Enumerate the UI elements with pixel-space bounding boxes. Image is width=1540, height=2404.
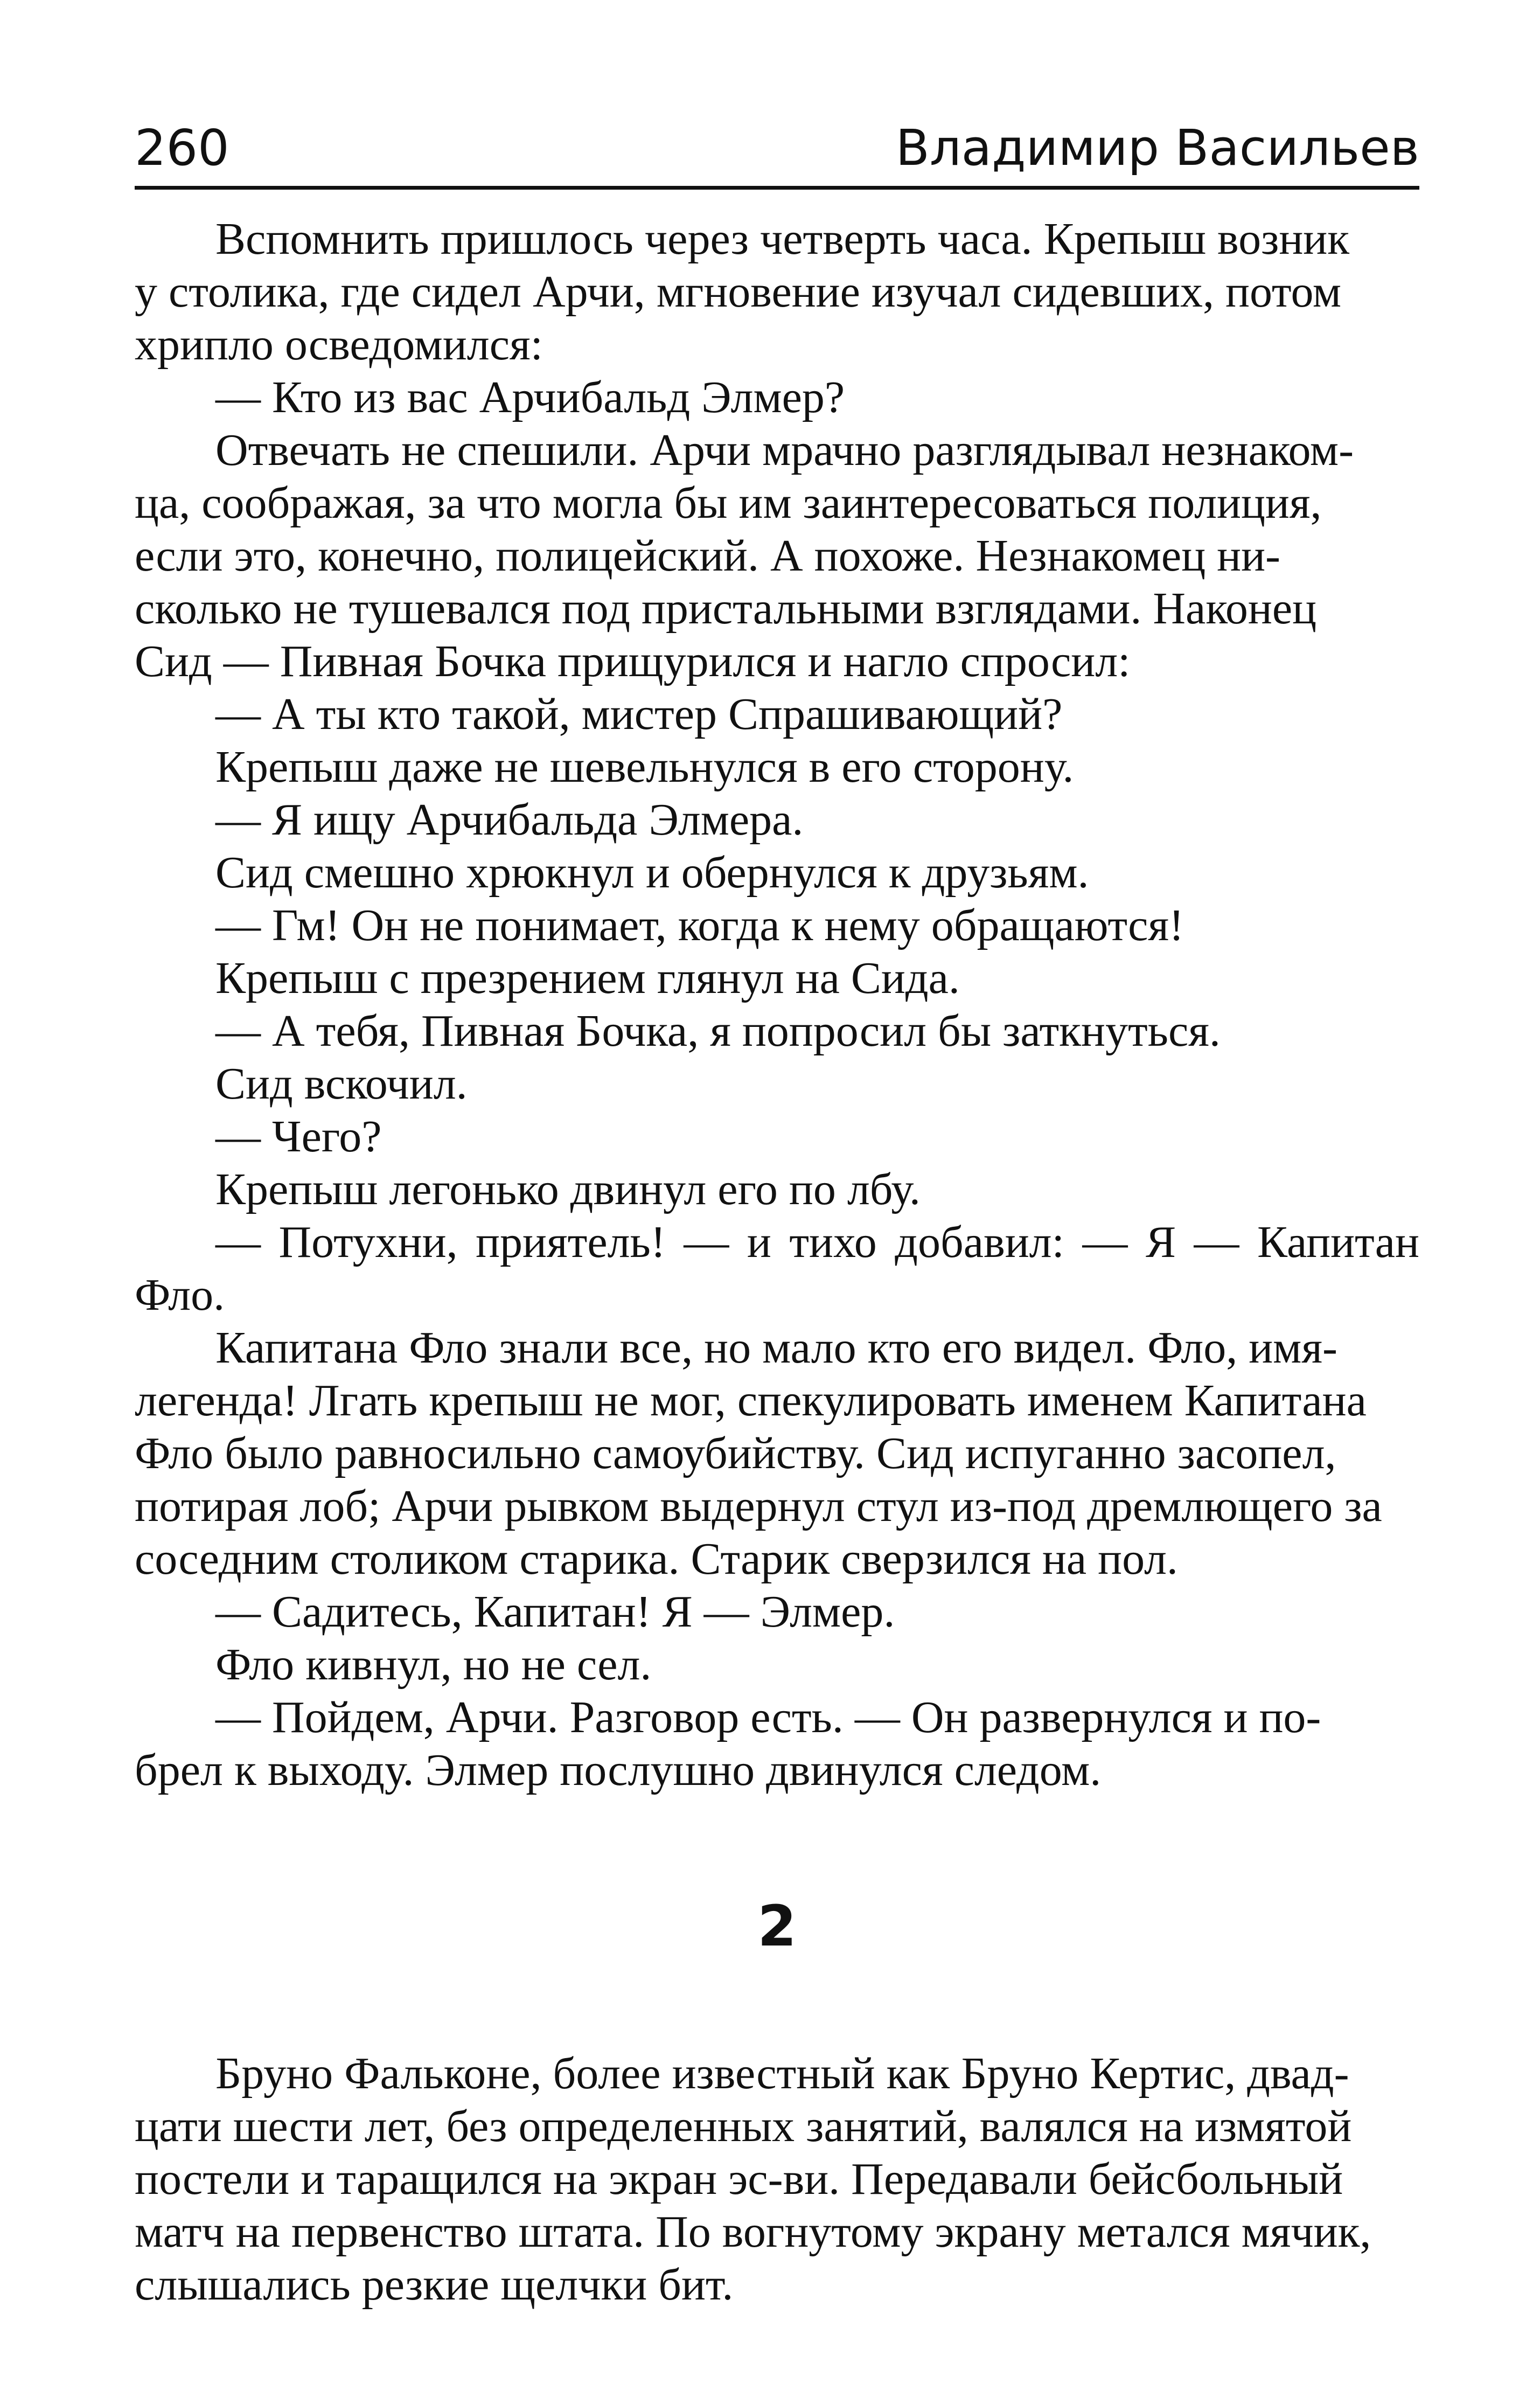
paragraph: Сид вскочил. <box>215 1059 468 1109</box>
paragraph: Крепыш легонько двинул его по лбу. <box>215 1164 921 1214</box>
paragraph: Фло кивнул, но не сел. <box>215 1639 652 1690</box>
chapter-number: 2 <box>757 1893 797 1959</box>
body-text <box>135 213 1419 1797</box>
paragraph: — Гм! Он не понимает, когда к нему обращаются! <box>215 900 1184 950</box>
paragraph: — А ты кто такой, мистер Спрашивающий? <box>215 689 1063 739</box>
paragraph: — Садитесь, Капитан! Я — Элмер. <box>215 1587 895 1637</box>
paragraph: Вспомнить пришлось через четверть часа. Крепыш возник у столика, где сидел Арчи, мгновение изучал сидевших, потом хрипло осведомился: <box>135 214 1350 370</box>
paragraph: Отвечать не спешили. Арчи мрачно разглядывал незнаком- ца, соображая, за что могла бы им заинтересоваться полиция, если это, конечно, полицейский. А похоже. Незнакомец ни- сколько не тушевался под пристальными взглядами. Наконец Сид — Пивная Бочка прищурился и нагло спросил: <box>135 425 1354 686</box>
paragraph: Крепыш даже не шевельнулся в его сторону. <box>215 742 1074 792</box>
page-number: 260 <box>135 119 229 177</box>
book-page <box>135 0 1419 2404</box>
paragraph: — А тебя, Пивная Бочка, я попросил бы заткнуться. <box>215 1006 1221 1056</box>
paragraph: — Я ищу Арчибальда Элмера. <box>215 795 804 845</box>
paragraph: — Кто из вас Арчибальд Элмер? <box>215 372 845 422</box>
running-head <box>135 110 1419 186</box>
header-rule <box>135 186 1419 190</box>
paragraph: — Потухни, приятель! — и тихо добавил: — Я — Капитан Фло. <box>135 1217 1419 1320</box>
paragraph: Сид смешно хрюкнул и обернулся к друзьям. <box>215 847 1089 898</box>
chapter-text <box>135 2047 1419 2311</box>
paragraph: Крепыш с презрением глянул на Сида. <box>215 953 960 1003</box>
author-name: Владимир Васильев <box>895 119 1419 177</box>
paragraph: — Чего? <box>215 1111 382 1162</box>
paragraph: — Пойдем, Арчи. Разговор есть. — Он развернулся и по- брел к выходу. Элмер послушно двинулся следом. <box>135 1692 1321 1795</box>
paragraph: Бруно Фальконе, более известный как Бруно Кертис, двад- цати шести лет, без определенных занятий, валялся на измятой постели и таращился на экран эс-ви. Передавали бейсбольный матч на первенство штата. По вогнутому экрану метался мячик, слышались резкие щелчки бит. <box>135 2048 1371 2310</box>
paragraph: Капитана Фло знали все, но мало кто его видел. Фло, имя- легенда! Лгать крепыш не мог, спекулировать именем Капитана Фло было равносильно самоубийству. Сид испуганно засопел, потирая лоб; Арчи рывком выдернул стул из-под дремлющего за соседним столиком старика. Старик сверзился на пол. <box>135 1323 1382 1584</box>
